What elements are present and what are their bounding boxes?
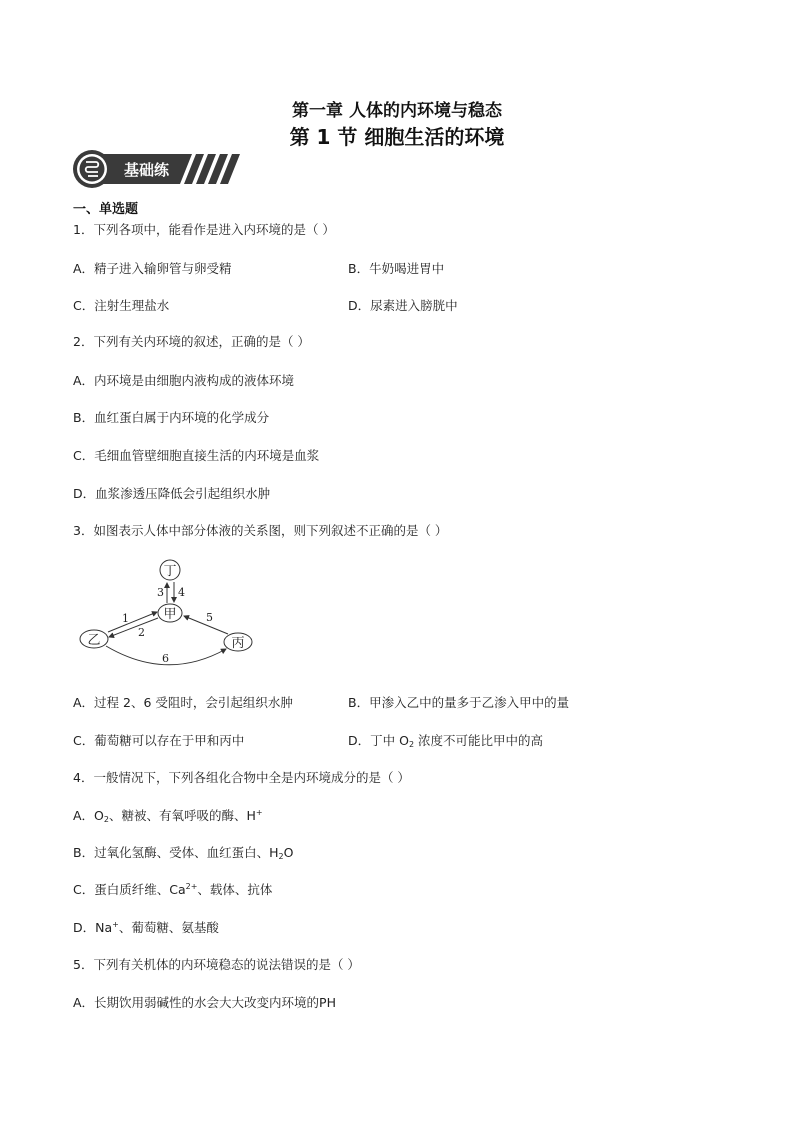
arrow-2 [109, 618, 158, 637]
label-1: 1 [122, 612, 129, 625]
question-1-option-c: C．注射生理盐水 [73, 298, 170, 313]
question-3-option-d: D．丁中 $O_2$ 浓度不可能比甲中的高 [348, 733, 544, 749]
node-jia-label: 甲 [163, 607, 177, 622]
question-3-option-c: C．葡萄糖可以存在于甲和丙中 [73, 733, 245, 748]
question-4-option-c: C．蛋白质纤维、$Ca^{2+}$、载体、抗体 [73, 882, 273, 897]
question-2-option-b: B．血红蛋白属于内环境的化学成分 [73, 410, 270, 425]
question-2-option-d: D．血浆渗透压降低会引起组织水肿 [73, 486, 271, 501]
question-4-option-b: B．过氧化氢酶、受体、血红蛋白、$H_2O$ [73, 845, 294, 861]
banner-label: 基础练 [124, 161, 170, 179]
node-ding [160, 560, 180, 580]
question-1-option-b: B．牛奶喝进胃中 [348, 261, 445, 276]
label-3: 3 [157, 586, 164, 599]
question-1-stem: 1．下列各项中，能看作是进入内环境的是（ ） [73, 222, 335, 237]
question-4-stem: 4．一般情况下，下列各组化合物中全是内环境成分的是（ ） [73, 770, 410, 785]
question-1-option-a: A．精子进入输卵管与卵受精 [73, 261, 232, 276]
node-ding-label: 丁 [163, 564, 177, 579]
section-title: 第 1 节 细胞生活的环境 [289, 125, 505, 149]
node-jia [158, 604, 182, 622]
practice-banner [72, 148, 242, 190]
banner-stripes [184, 154, 240, 184]
question-4-option-a: A．$O_2$、糖被、有氧呼吸的酶、H+ [73, 808, 263, 824]
question-3-option-a: A．过程 2、6 受阻时，会引起组织水肿 [73, 695, 293, 710]
label-6: 6 [162, 652, 169, 665]
question-4-option-d: D．Na+、葡萄糖、氨基酸 [73, 920, 219, 935]
question-5-stem: 5．下列有关机体的内环境稳态的说法错误的是（ ） [73, 957, 360, 972]
question-3-option-b: B．甲渗入乙中的量多于乙渗入甲中的量 [348, 695, 570, 710]
label-2: 2 [138, 626, 145, 639]
question-3-stem: 3．如图表示人体中部分体液的关系图，则下列叙述不正确的是（ ） [73, 523, 448, 538]
question-2-stem: 2．下列有关内环境的叙述，正确的是（ ） [73, 334, 310, 349]
label-4: 4 [178, 586, 185, 599]
node-bing-label: 丙 [231, 636, 245, 651]
body-fluid-diagram [72, 556, 262, 671]
node-bing [224, 633, 252, 651]
node-yi-label: 乙 [87, 633, 101, 648]
question-2-option-c: C．毛细血管壁细胞直接生活的内环境是血浆 [73, 448, 320, 463]
section-heading: 一、单选题 [73, 202, 139, 217]
arrow-1 [108, 612, 157, 632]
chapter-title: 第一章 人体的内环境与稳态 [292, 101, 502, 121]
question-5-option-a: A．长期饮用弱碱性的水会大大改变内环境的PH [73, 995, 336, 1010]
label-5: 5 [206, 611, 213, 624]
question-1-option-d: D．尿素进入膀胱中 [348, 298, 458, 313]
question-2-option-a: A．内环境是由细胞内液构成的液体环境 [73, 373, 295, 388]
node-yi [80, 630, 108, 648]
